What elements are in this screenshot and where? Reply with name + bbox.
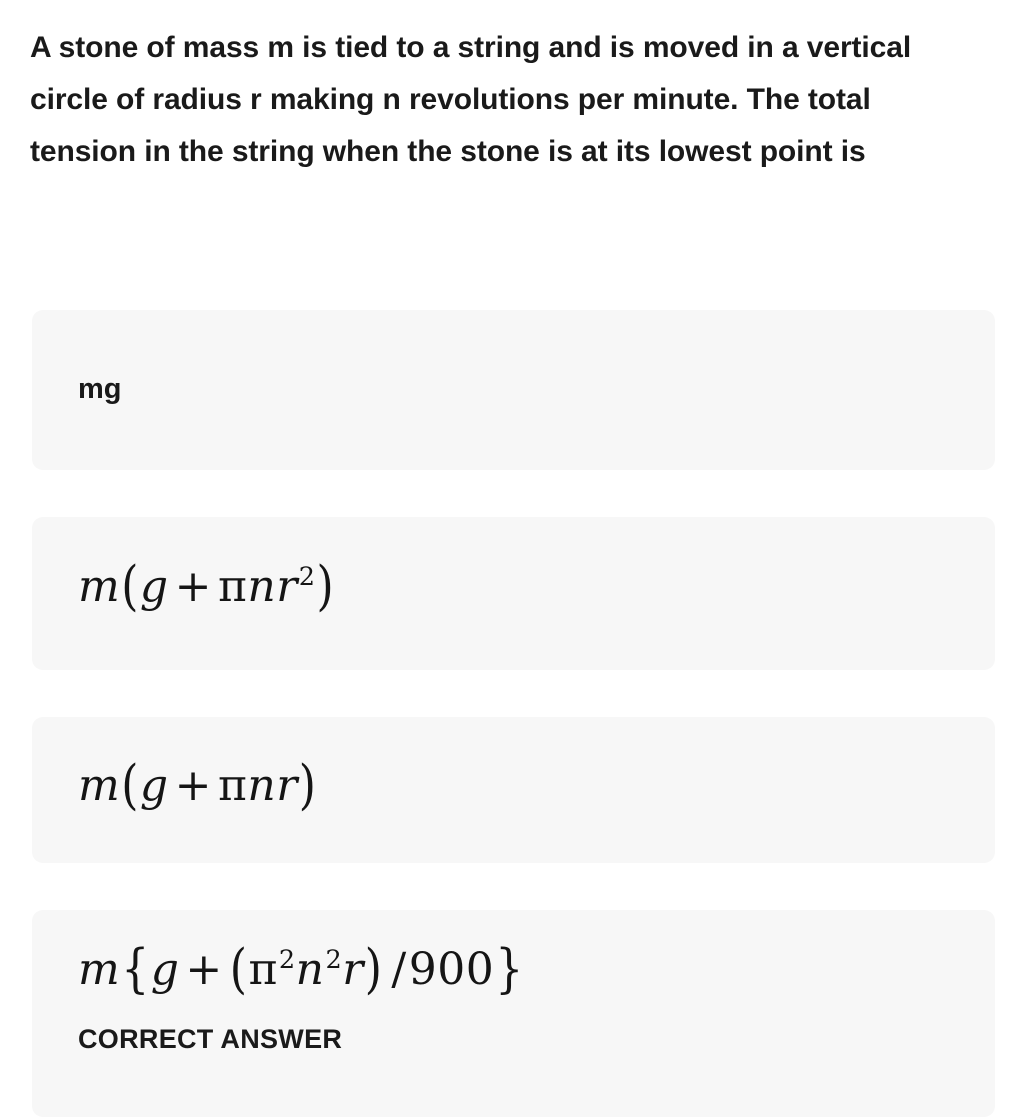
option-2-r: r [276,561,298,612]
options-list [32,310,995,1117]
option-4-open-brace: { [121,939,150,1000]
option-4-n: n [295,944,325,995]
option-2-m: m [78,561,121,612]
option-2-close-paren: ) [316,555,335,618]
option-3-pi: π [217,760,248,811]
option-4-formula [78,938,971,1001]
option-3-n: n [247,760,277,811]
option-2-formula [78,555,971,618]
option-2-pi: π [217,561,248,612]
option-4-m: m [78,944,121,995]
option-1-text: mg [78,373,122,405]
option-card-1[interactable] [32,310,995,470]
option-card-2[interactable] [32,517,995,670]
option-3-m: m [78,760,121,811]
option-4-close-paren: ) [364,938,383,1001]
option-3-plus: + [174,760,212,811]
option-4-g: g [150,944,180,995]
option-3-open-paren: ( [121,754,139,817]
option-4-plus: + [185,944,223,995]
option-3-formula [78,754,971,817]
option-3-g: g [139,760,169,811]
option-card-3[interactable] [32,717,995,863]
option-4-pi-exponent: 2 [278,945,296,976]
option-2-g: g [139,561,169,612]
option-4-open-paren: ( [229,938,248,1001]
option-2-plus: + [174,561,212,612]
option-3-close-paren: ) [298,754,317,817]
option-4-r: r [342,944,364,995]
option-4-pi: π [248,944,278,995]
option-3-r: r [276,760,298,811]
option-2-exponent: 2 [298,562,316,593]
option-4-close-brace: } [495,939,524,1000]
option-2-open-paren: ( [121,555,139,618]
option-4-n-exponent: 2 [325,945,343,976]
correct-answer-label: CORRECT ANSWER [78,1024,343,1054]
option-4-denominator: 900 [408,944,495,995]
option-2-n: n [247,561,277,612]
option-card-4[interactable] [32,910,995,1117]
question-text: A stone of mass m is tied to a string and is moved in a vertical circle of radius r making n revolutions per minute. The total tension in the string when the stone is at its lowest point is [30,31,912,169]
option-4-slash: / [391,944,407,995]
